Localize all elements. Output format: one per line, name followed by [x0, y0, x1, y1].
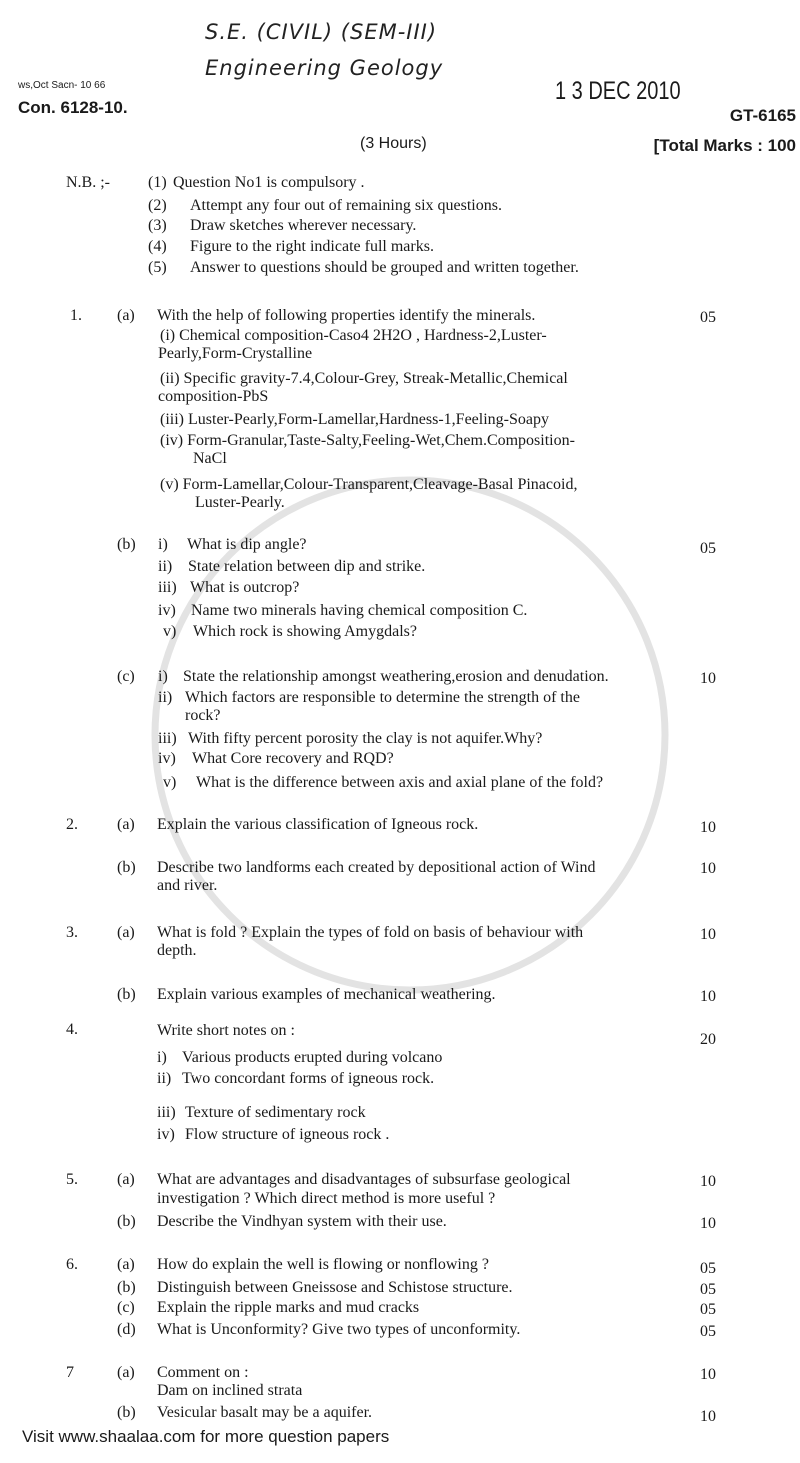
marks: 10 — [700, 988, 716, 1005]
marks: 20 — [700, 1031, 716, 1048]
item-num: i) — [158, 668, 168, 685]
marks: 10 — [700, 670, 716, 687]
marks: 05 — [700, 1323, 716, 1340]
nb-item: Figure to the right indicate full marks. — [190, 238, 434, 255]
question-text: What is fold ? Explain the types of fold on basis of behaviour with — [157, 924, 584, 941]
question-text: Explain the ripple marks and mud cracks — [157, 1299, 420, 1316]
item-num: ii) — [158, 558, 173, 575]
question-number: 1. — [70, 307, 82, 324]
item-num: iv) — [157, 1126, 175, 1143]
nb-item: Question No1 is compulsory . — [173, 174, 365, 191]
question-text: and river. — [157, 877, 218, 894]
question-number: 5. — [66, 1171, 78, 1188]
footer-link[interactable]: Visit www.shaalaa.com for more question papers — [22, 1427, 390, 1446]
nb-num: (2) — [148, 197, 167, 214]
item-text: What is dip angle? — [187, 536, 307, 553]
item-text: Texture of sedimentary rock — [185, 1104, 366, 1121]
item-text: Name two minerals having chemical composition C. — [191, 602, 528, 619]
item-text: Flow structure of igneous rock . — [185, 1126, 390, 1143]
question-number: 6. — [66, 1256, 78, 1273]
item-text: composition-PbS — [158, 388, 269, 405]
item-num: iii) — [158, 579, 177, 596]
marks: 05 — [700, 1281, 716, 1298]
marks: 10 — [700, 1215, 716, 1232]
question-number: 4. — [66, 1021, 78, 1038]
item-text: What is the difference between axis and axial plane of the fold? — [196, 774, 604, 791]
question-text: Describe two landforms each created by depositional action of Wind — [157, 859, 596, 876]
subquestion-label: (a) — [117, 1364, 135, 1381]
question-text: Describe the Vindhyan system with their use. — [157, 1213, 447, 1230]
item-num: i) — [158, 536, 168, 553]
subquestion-label: (b) — [117, 1279, 136, 1296]
subquestion-label: (b) — [117, 536, 136, 553]
question-text: What is Unconformity? Give two types of unconformity. — [157, 1321, 521, 1338]
duration: (3 Hours) — [360, 135, 427, 152]
marks: 10 — [700, 1408, 716, 1425]
nb-label: N.B. ;- — [66, 174, 110, 191]
question-text: How do explain the well is flowing or nonflowing ? — [157, 1256, 489, 1273]
handwritten-subject: Engineering Geology — [205, 56, 444, 80]
item-text: Luster-Pearly. — [195, 494, 285, 511]
item-num: v) — [163, 623, 177, 640]
date-stamp: 1 3 DEC 2010 — [555, 77, 681, 105]
question-text: Explain various examples of mechanical weathering. — [157, 986, 496, 1003]
item-text: Two concordant forms of igneous rock. — [182, 1070, 435, 1087]
question-number: 3. — [66, 924, 78, 941]
item-text: (iii) Luster-Pearly,Form-Lamellar,Hardness-1,Feeling-Soapy — [160, 411, 549, 428]
subquestion-label: (b) — [117, 986, 136, 1003]
item-text: (i) Chemical composition-Caso4 2H2O , Hardness-2,Luster- — [160, 327, 547, 344]
item-text: rock? — [185, 707, 221, 724]
item-num: v) — [163, 774, 177, 791]
nb-num: (3) — [148, 217, 167, 234]
marks: 10 — [700, 860, 716, 877]
item-num: iii) — [158, 730, 177, 747]
item-text: NaCl — [193, 450, 227, 467]
total-marks: [Total Marks : 100 — [653, 136, 796, 155]
item-text: What is outcrop? — [190, 579, 300, 596]
item-text: (iv) Form-Granular,Taste-Salty,Feeling-Wet,Chem.Composition- — [160, 432, 575, 449]
item-text: (v) Form-Lamellar,Colour-Transparent,Cleavage-Basal Pinacoid, — [160, 476, 578, 493]
item-text: Various products erupted during volcano — [182, 1049, 443, 1066]
subquestion-label: (a) — [117, 924, 135, 941]
nb-num: (4) — [148, 238, 167, 255]
question-text: Vesicular basalt may be a aquifer. — [157, 1404, 373, 1421]
question-text: investigation ? Which direct method is more useful ? — [157, 1190, 496, 1207]
marks: 10 — [700, 1173, 716, 1190]
subquestion-label: (b) — [117, 1404, 136, 1421]
question-text: What are advantages and disadvantages of subsurfase geological — [157, 1171, 571, 1188]
subquestion-label: (a) — [117, 1171, 135, 1188]
handwritten-course: S.E. (CIVIL) (SEM-III) — [205, 20, 438, 44]
question-number: 7 — [66, 1364, 74, 1381]
subquestion-label: (a) — [117, 816, 135, 833]
marks: 10 — [700, 926, 716, 943]
subquestion-label: (b) — [117, 859, 136, 876]
item-num: ii) — [157, 1070, 172, 1087]
item-text: State relation between dip and strike. — [188, 558, 426, 575]
nb-item: Answer to questions should be grouped and written together. — [190, 259, 579, 276]
question-text: With the help of following properties identify the minerals. — [157, 307, 536, 324]
subquestion-label: (a) — [117, 307, 135, 324]
con-number: Con. 6128-10. — [18, 98, 128, 117]
nb-num: (1) — [148, 174, 167, 191]
marks: 05 — [700, 540, 716, 557]
paper-code: GT-6165 — [729, 106, 796, 125]
item-num: iv) — [158, 750, 176, 767]
marks: 05 — [700, 1260, 716, 1277]
question-text: depth. — [157, 942, 197, 959]
question-text: Explain the various classification of Igneous rock. — [157, 816, 479, 833]
item-text: Pearly,Form-Crystalline — [158, 345, 313, 362]
item-text: What Core recovery and RQD? — [192, 750, 394, 767]
question-text: Comment on : — [157, 1364, 249, 1381]
item-text: State the relationship amongst weathering,erosion and denudation. — [183, 668, 609, 685]
subquestion-label: (b) — [117, 1213, 136, 1230]
subquestion-label: (c) — [117, 1299, 135, 1316]
item-text: With fifty percent porosity the clay is not aquifer.Why? — [188, 730, 543, 747]
marks: 10 — [700, 1366, 716, 1383]
question-number: 2. — [66, 816, 78, 833]
item-text: (ii) Specific gravity-7.4,Colour-Grey, Streak-Metallic,Chemical — [160, 370, 568, 387]
item-num: i) — [157, 1049, 167, 1066]
nb-num: (5) — [148, 259, 167, 276]
nb-item: Attempt any four out of remaining six questions. — [190, 197, 502, 214]
marks: 05 — [700, 1301, 716, 1318]
item-num: ii) — [158, 689, 173, 706]
subquestion-label: (c) — [117, 668, 135, 685]
question-text: Dam on inclined strata — [157, 1382, 303, 1399]
item-num: iv) — [158, 602, 176, 619]
question-text: Distinguish between Gneissose and Schistose structure. — [157, 1279, 513, 1296]
subquestion-label: (d) — [117, 1321, 136, 1338]
subquestion-label: (a) — [117, 1256, 135, 1273]
question-text: Write short notes on : — [157, 1022, 295, 1039]
nb-item: Draw sketches wherever necessary. — [190, 217, 417, 234]
item-num: iii) — [157, 1104, 176, 1121]
item-text: Which factors are responsible to determine the strength of the — [185, 689, 580, 706]
small-code: ws,Oct Sacn- 10 66 — [18, 80, 106, 91]
marks: 10 — [700, 819, 716, 836]
item-text: Which rock is showing Amygdals? — [193, 623, 417, 640]
marks: 05 — [700, 309, 716, 326]
